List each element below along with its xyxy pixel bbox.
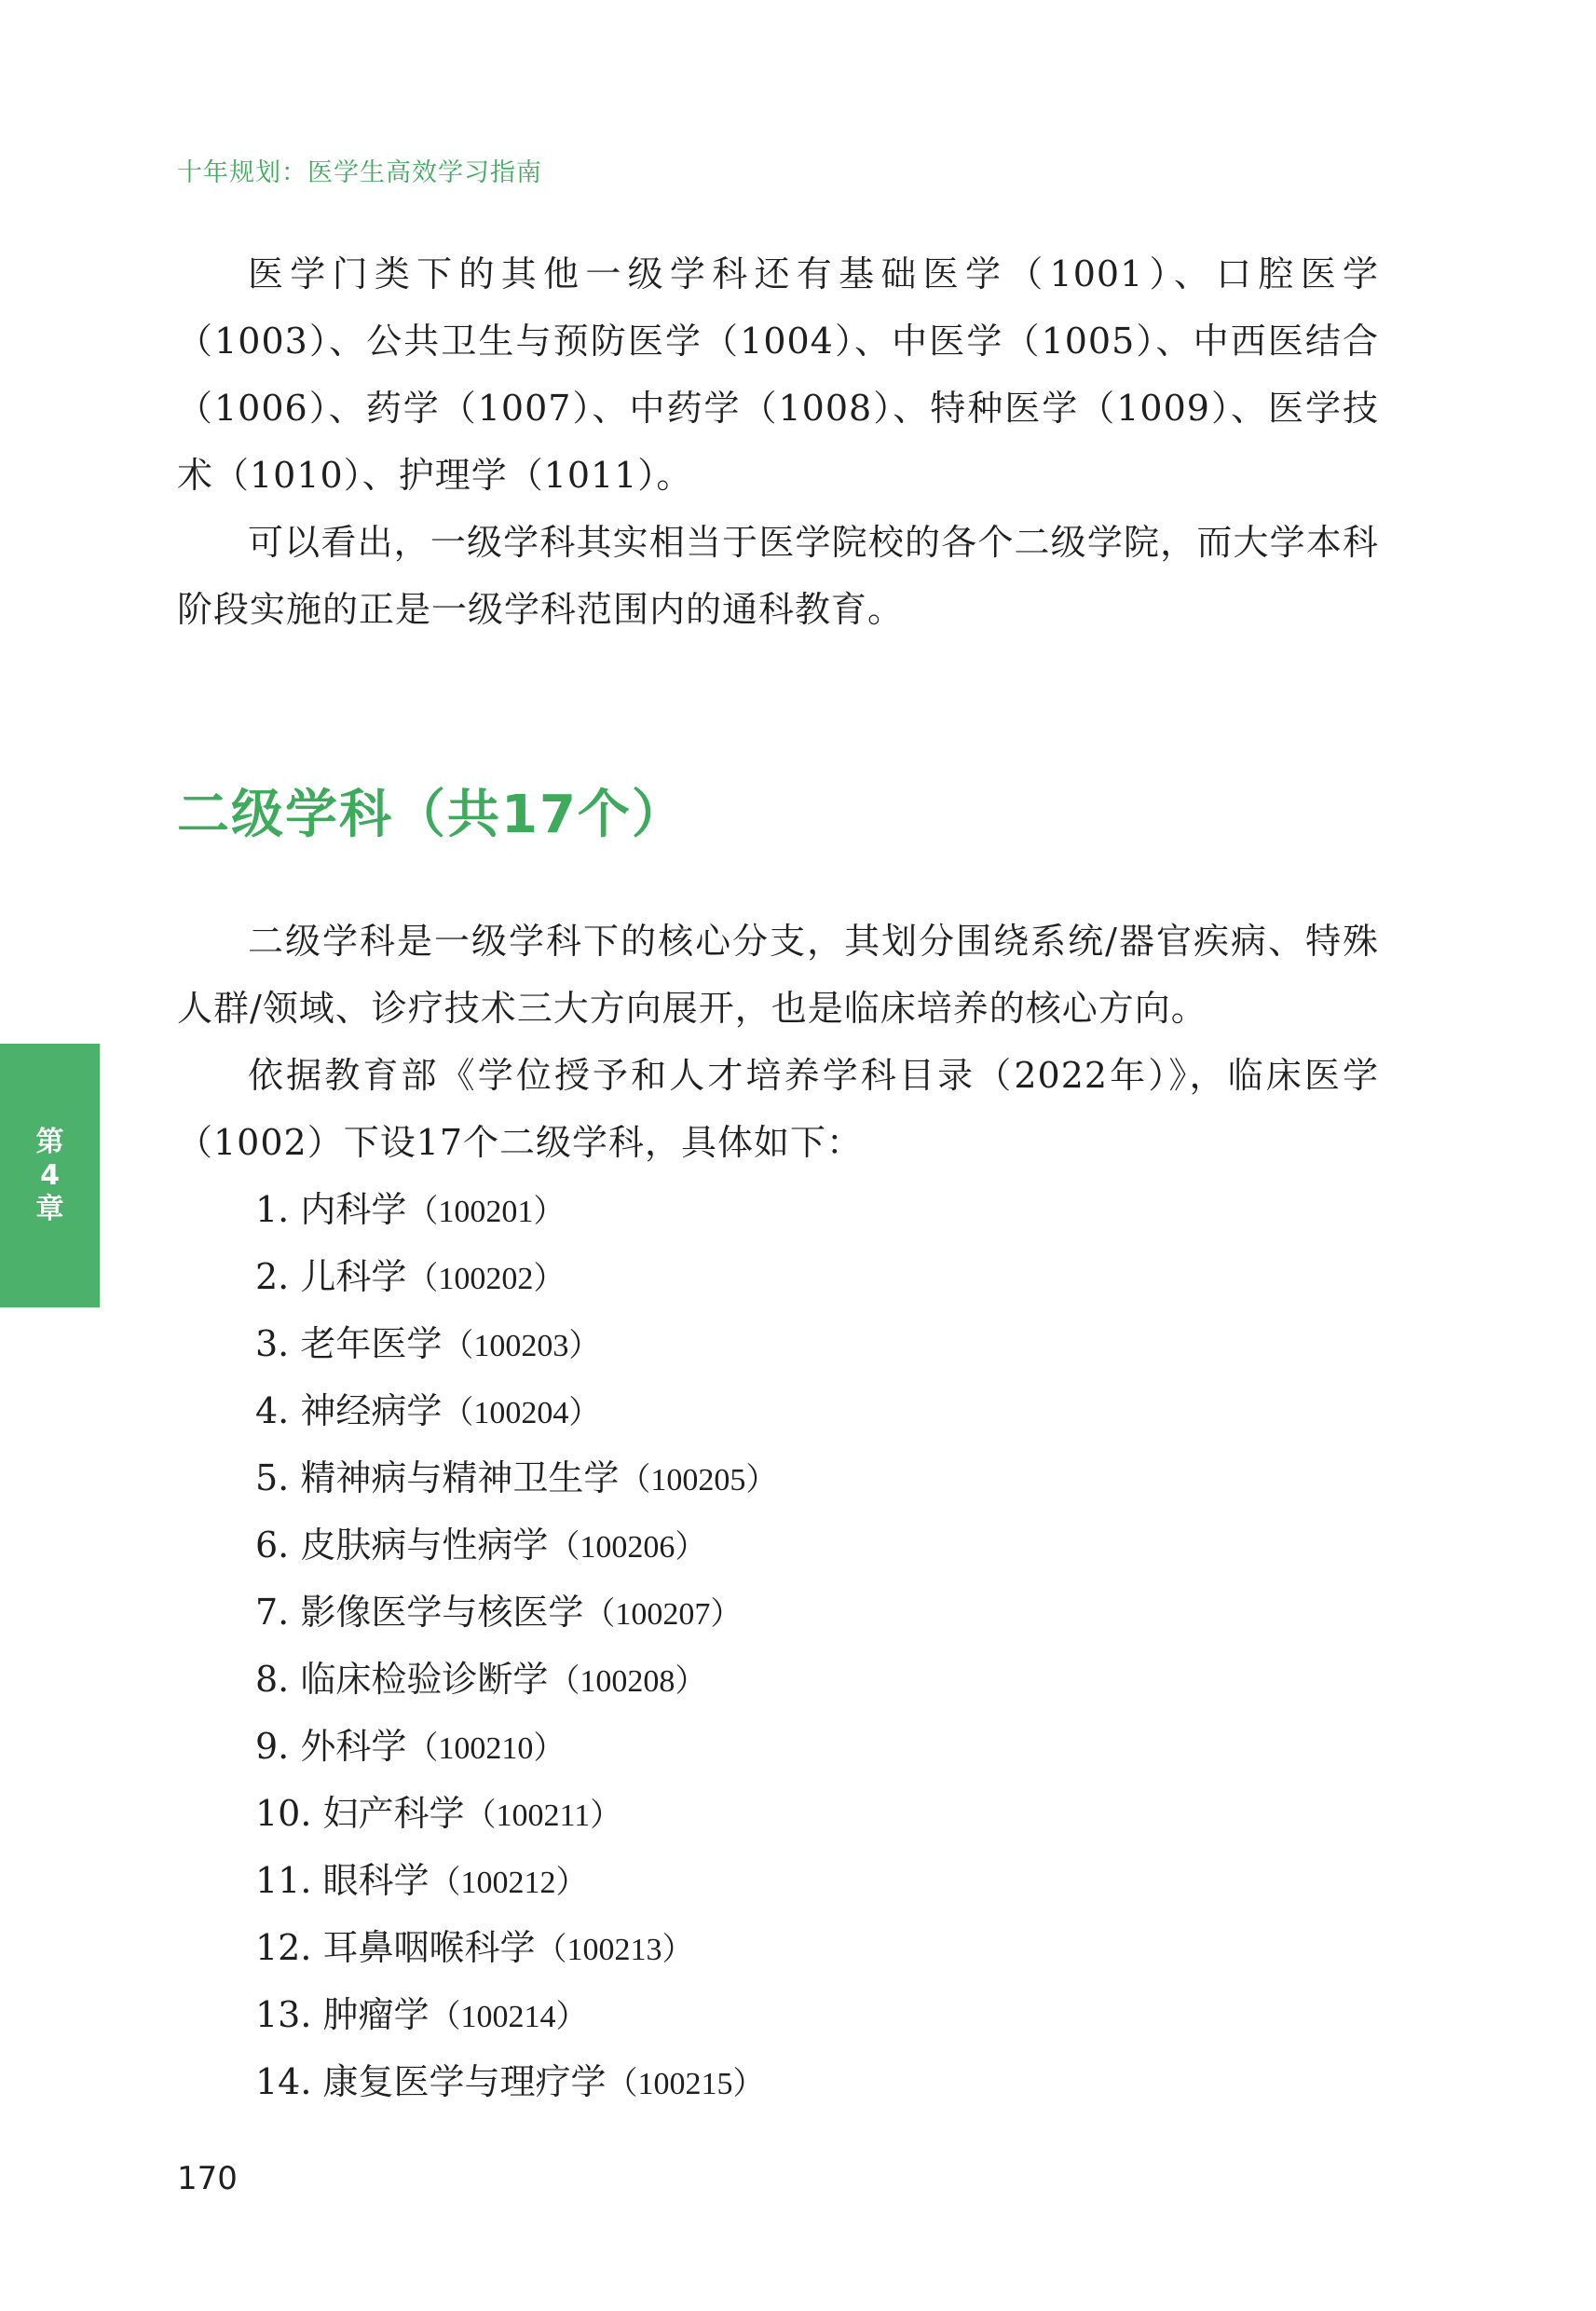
item-label: 1. 内科学 <box>255 1189 407 1230</box>
list-item <box>255 1444 777 1511</box>
item-label: 5. 精神病与精神卫生学 <box>255 1457 620 1498</box>
list-item <box>255 1981 777 2048</box>
list-item <box>255 1511 777 1579</box>
chapter-tab-line3: 章 <box>35 1192 64 1225</box>
chapter-tab-number: 4 <box>40 1158 60 1192</box>
item-code: （100211） <box>464 1798 622 1833</box>
list-item <box>255 1646 777 1713</box>
list-item <box>255 1914 777 1981</box>
item-code: （100207） <box>583 1597 743 1632</box>
list-item <box>255 1243 777 1310</box>
list-item <box>255 1713 777 1780</box>
item-label: 8. 临床检验诊断学 <box>255 1659 549 1700</box>
chapter-tab-line1: 第 <box>35 1125 64 1158</box>
running-header: 十年规划：医学生高效学习指南 <box>177 158 542 187</box>
second-level-discipline-list <box>255 1176 777 2115</box>
item-label: 3. 老年医学 <box>255 1323 443 1364</box>
item-label: 14. 康复医学与理疗学 <box>255 2061 607 2102</box>
item-label: 11. 眼科学 <box>255 1860 430 1901</box>
item-code: （100206） <box>548 1530 707 1565</box>
paragraph-second-level-intro: 二级学科是一级学科下的核心分支，其划分围绕系统/器官疾病、特殊人群/领域、诊疗技术三大方向展开，也是临床培养的核心方向。 <box>177 921 1379 1029</box>
item-label: 13. 肿瘤学 <box>255 1994 430 2035</box>
list-item <box>255 2048 777 2115</box>
item-code: （100202） <box>406 1262 566 1296</box>
item-code: （100214） <box>429 2000 588 2034</box>
item-code: （100204） <box>442 1396 601 1430</box>
item-label: 9. 外科学 <box>255 1726 407 1767</box>
item-label: 2. 儿科学 <box>255 1256 407 1297</box>
list-item <box>255 1780 777 1847</box>
item-label: 7. 影像医学与核医学 <box>255 1592 584 1633</box>
item-code: （100201） <box>406 1195 566 1229</box>
list-item <box>255 1176 777 1243</box>
item-label: 4. 神经病学 <box>255 1390 443 1431</box>
item-code: （100208） <box>548 1664 707 1699</box>
item-code: （100215） <box>606 2067 765 2101</box>
paragraph-first-level-summary: 可以看出，一级学科其实相当于医学院校的各个二级学院，而大学本科阶段实施的正是一级学科范围内的通科教育。 <box>177 522 1379 630</box>
list-item <box>255 1310 777 1377</box>
item-label: 12. 耳鼻咽喉科学 <box>255 1927 536 1968</box>
item-code: （100205） <box>619 1463 778 1497</box>
item-code: （100210） <box>406 1731 566 1766</box>
item-label: 6. 皮肤病与性病学 <box>255 1525 549 1566</box>
item-code: （100212） <box>429 1866 588 1900</box>
item-code: （100203） <box>442 1329 601 1363</box>
list-item <box>255 1579 777 1646</box>
section-heading: 二级学科（共17个） <box>177 785 686 845</box>
item-code: （100213） <box>535 1933 694 1967</box>
chapter-tab[interactable] <box>0 1044 100 1307</box>
paragraph-other-disciplines: 医学门类下的其他一级学科还有基础医学（1001）、口腔医学（1003）、公共卫生与预防医学（1004）、中医学（1005）、中西医结合（1006）、药学（1007）、中药学（1008）、特种医学（1009）、医学技术（1010）、护理学（1011）。 <box>177 253 1379 496</box>
list-item <box>255 1847 777 1914</box>
paragraph-catalog-reference: 依据教育部《学位授予和人才培养学科目录（2022年）》，临床医学（1002）下设17个二级学科，具体如下： <box>177 1055 1379 1163</box>
list-item <box>255 1377 777 1444</box>
item-label: 10. 妇产科学 <box>255 1793 465 1834</box>
page-number: 170 <box>177 2160 238 2197</box>
